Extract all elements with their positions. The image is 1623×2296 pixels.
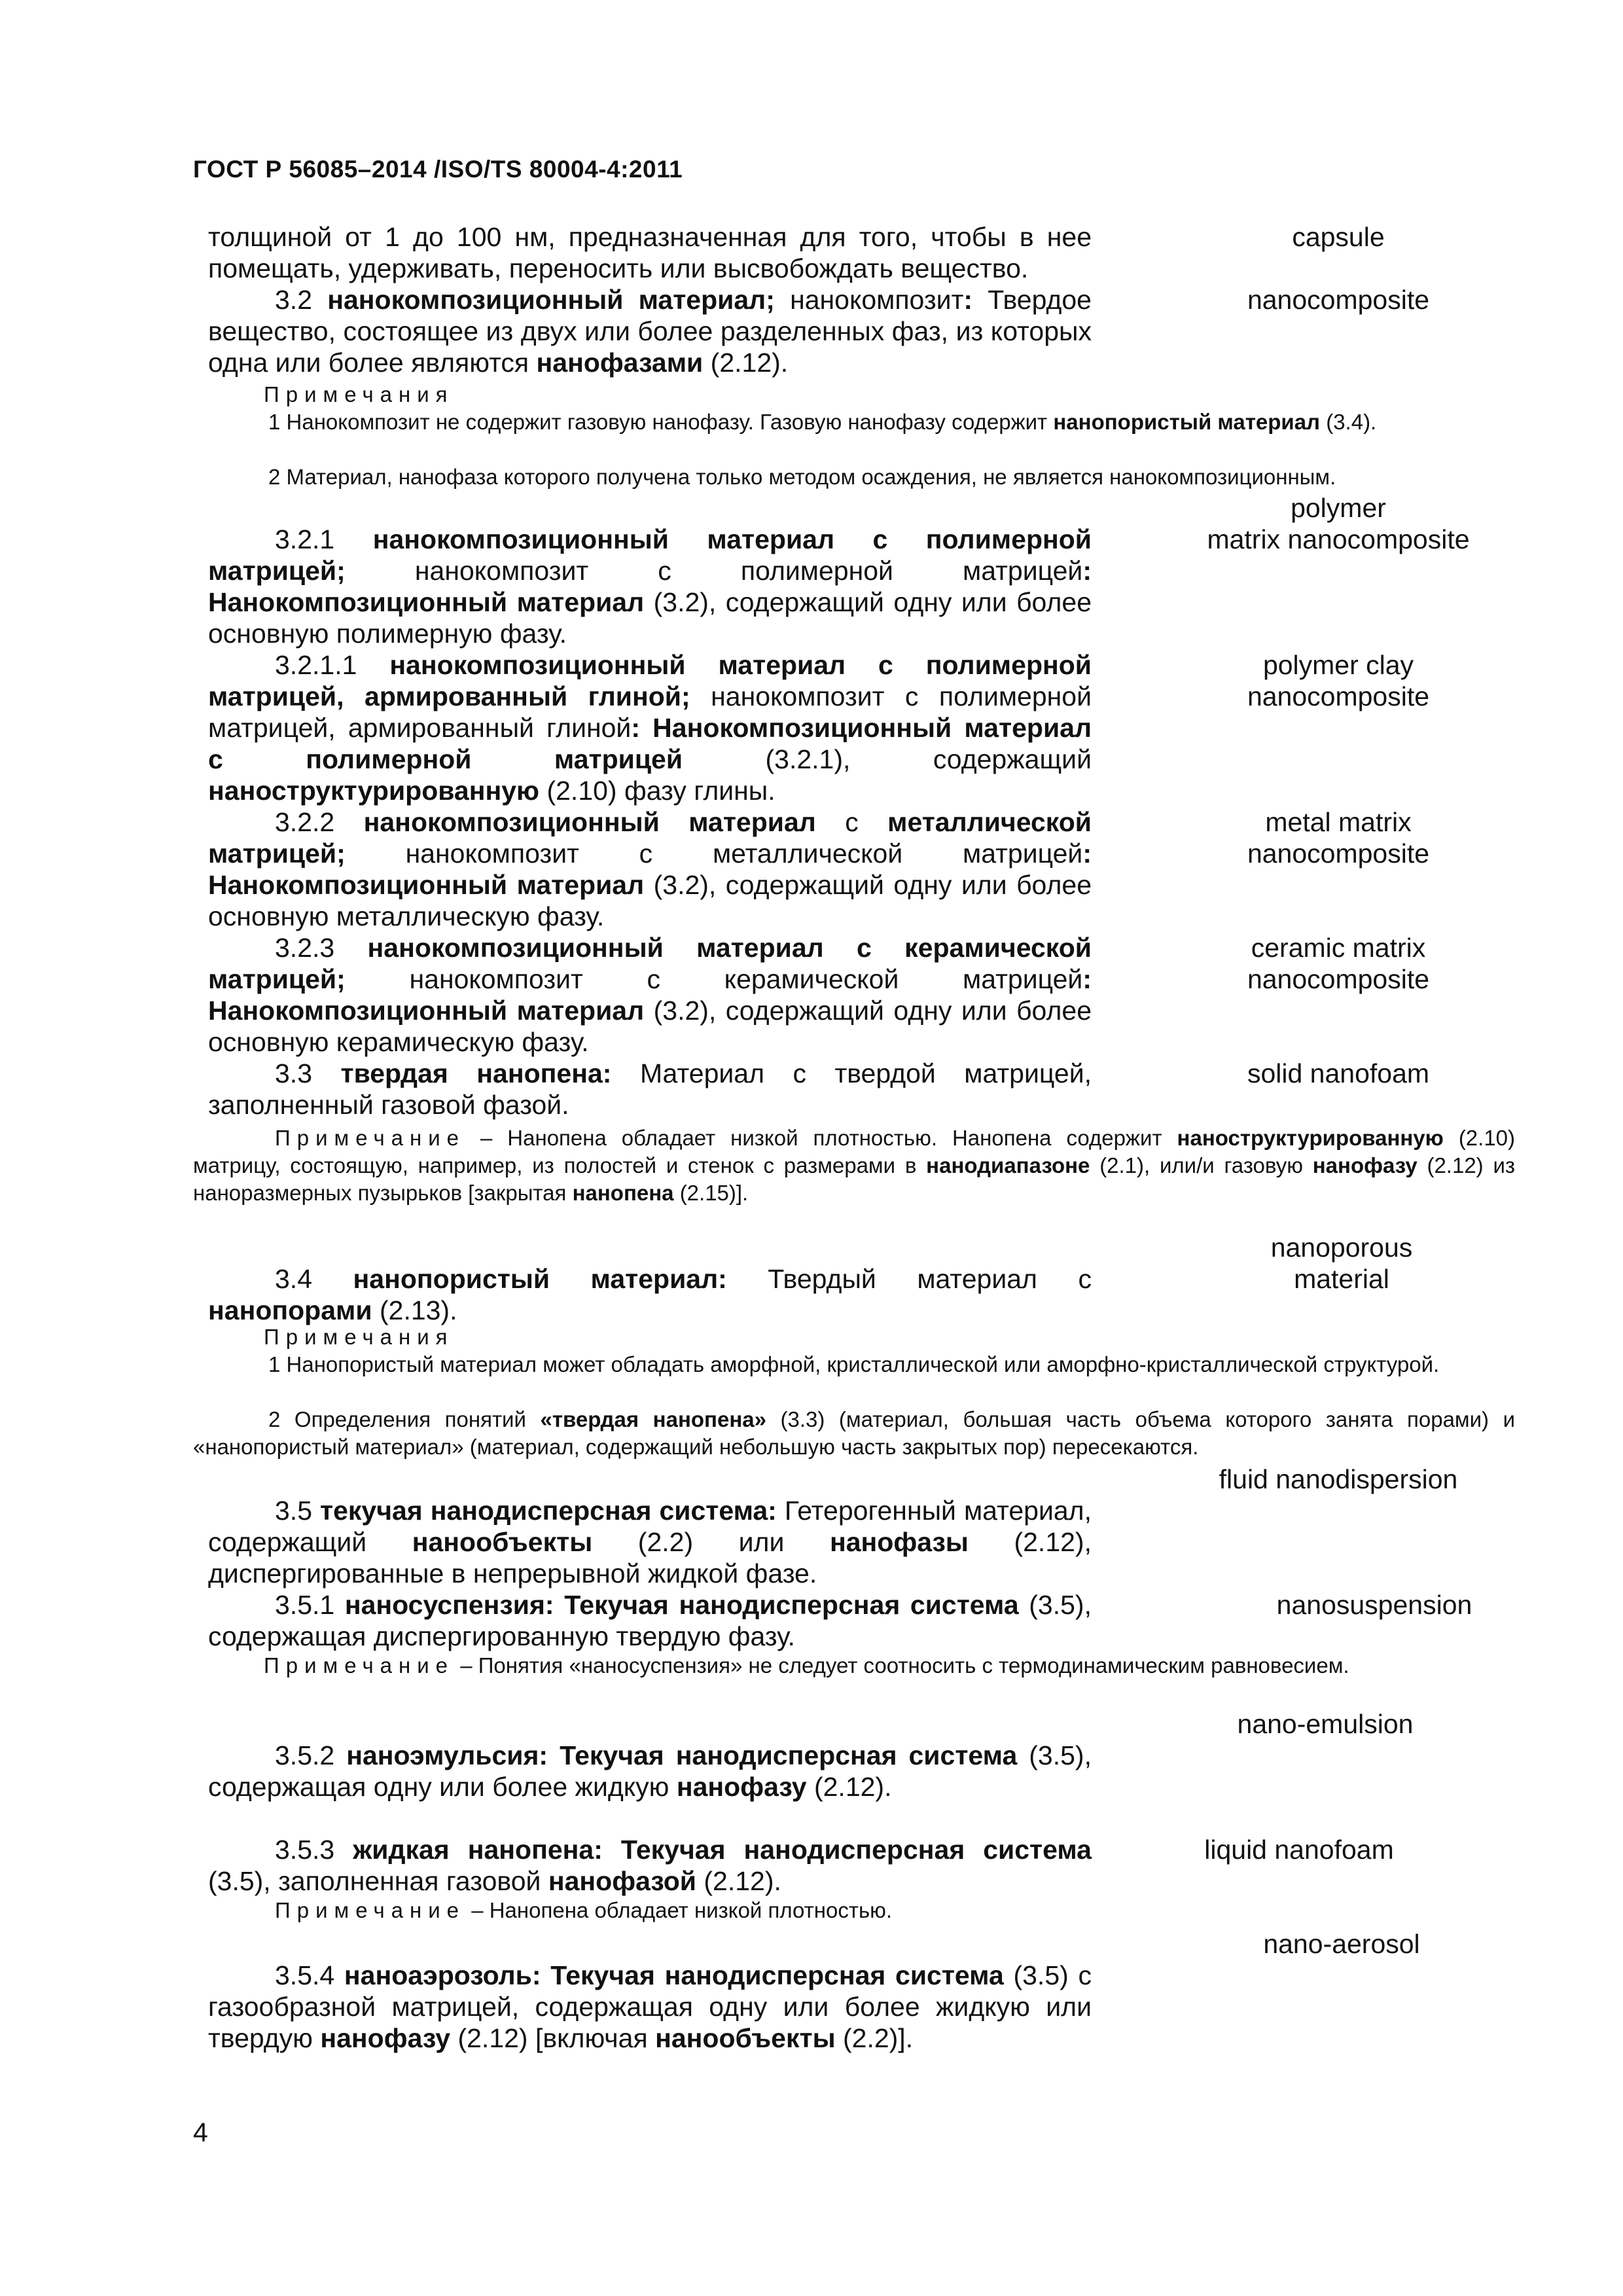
term-3-5: 3.5 текучая нанодисперсная система: Гетерогенный материал, содержащий нанообъекты (2.2) или нанофазы (2.12), диспергированные в непрерывной жидкой фазе. [208,1496,1092,1588]
term-3-2-1-1: 3.2.1.1 нанокомпозиционный материал с полимерной матрицей, армированный глиной; нанокомпозит с полимерной матрицей, армированный глиной: Нанокомпозиционный материал с полимерной матрицей (3.2.1), содержащий наноструктурированную (2.10) фазу глины. [208,650,1092,806]
term-3-5-1-en: nanosuspension [1276,1590,1472,1620]
term-3-5-3-en: liquid nanofoam [1204,1835,1394,1865]
term-3-4: 3.4 нанопористый материал: Твердый материал с нанопорами (2.13). [208,1264,1092,1325]
term-3-2: 3.2 нанокомпозиционный материал; нанокомпозит: Твердое вещество, состоящее из двух или более разделенных фаз, из которых одна или более являются нанофазами (2.12). [208,285,1092,378]
notes-3-4-head: Примечания [264,1325,454,1349]
term-3-5-4-en: nano-aerosol [1263,1929,1420,1959]
note-3-3: Примечание – Нанопена обладает низкой плотностью. Нанопена содержит наноструктурированную (2.10) матрицу, состоящую, например, из полостей и стенок с размерами в нанодиапазоне (2.1), или/и газовую нанофазу (2.12) из наноразмерных пузырьков [закрытая нанопена (2.15)]. [193,1126,1516,1205]
term-3-5-1: 3.5.1 наносуспензия: Текучая нанодисперсная система (3.5), содержащая диспергированную твердую фазу. [208,1590,1092,1651]
term-3-5-2: 3.5.2 наноэмульсия: Текучая нанодисперсная система (3.5), содержащая одну или более жидкую нанофазу (2.12). [208,1740,1092,1802]
note-3-2-2: 2 Материал, нанофаза которого получена только методом осаждения, не является нанокомпозиционным. [268,465,1336,489]
page-header: ГОСТ Р 56085–2014 /ISO/TS 80004-4:2011 [193,156,683,183]
note-3-2-1: 1 Нанокомпозит не содержит газовую нанофазу. Газовую нанофазу содержит нанопористый материал (3.4). [268,410,1377,434]
term-3-2-en: nanocomposite [1247,285,1430,315]
page-number: 4 [193,2117,208,2147]
term-3-3-en: solid nanofoam [1247,1058,1430,1088]
term-3-2-1-en-line2: matrix nanocomposite [1207,524,1470,554]
term-3-2-3: 3.2.3 нанокомпозиционный материал с керамической матрицей; нанокомпозит с керамической матрицей: Нанокомпозиционный материал (3.2), содержащий одну или более основную керамическую фазу. [208,933,1092,1057]
note-3-4-1: 1 Нанопористый материал может обладать аморфной, кристаллической или аморфно-кристаллической структурой. [268,1352,1440,1376]
capsule-definition: толщиной от 1 до 100 нм, предназначенная для того, чтобы в нее помещать, удерживать, переносить или высвобождать вещество. [208,222,1092,283]
note-3-5-1: Примечание – Понятия «наносуспензия» не следует соотносить с термодинамическим равновесием. [264,1653,1349,1677]
note-3-5-3: Примечание – Нанопена обладает низкой плотностью. [275,1898,893,1922]
term-3-5-4: 3.5.4 наноаэрозоль: Текучая нанодисперсная система (3.5) с газообразной матрицей, содержащая одну или более жидкую или твердую нанофазу (2.12) [включая нанообъекты (2.2)]. [208,1960,1092,2053]
term-3-2-2-en: metal matrix nanocomposite [1247,807,1430,869]
term-3-2-1-en-line1: polymer [1291,493,1386,523]
term-3-2-2: 3.2.2 нанокомпозиционный материал с металлической матрицей; нанокомпозит с металлической матрицей: Нанокомпозиционный материал (3.2), содержащий одну или более основную металлическую фазу. [208,807,1092,931]
term-3-2-1-1-en: polymer clay nanocomposite [1247,650,1430,711]
notes-3-2-head: Примечания [264,382,454,406]
capsule-en-term: capsule [1292,222,1385,252]
term-3-4-en: nanoporous material [1270,1232,1413,1294]
term-3-2-3-en: ceramic matrix nanocomposite [1247,933,1430,994]
term-3-3: 3.3 твердая нанопена: Материал с твердой матрицей, заполненный газовой фазой. [208,1058,1092,1120]
term-3-5-en: fluid nanodispersion [1219,1464,1458,1494]
term-3-5-3: 3.5.3 жидкая нанопена: Текучая нанодисперсная система (3.5), заполненная газовой нанофазой (2.12). [208,1835,1092,1896]
term-3-5-2-en: nano-emulsion [1237,1709,1414,1739]
note-3-4-2: 2 Определения понятий «твердая нанопена» (3.3) (материал, большая часть объема которого занята порами) и «нанопористый материал» (материал, содержащий небольшую часть закрытых пор) пересекаются. [193,1407,1516,1459]
term-3-2-1: 3.2.1 нанокомпозиционный материал с полимерной матрицей; нанокомпозит с полимерной матрицей: Нанокомпозиционный материал (3.2), содержащий одну или более основную полимерную фазу. [208,524,1092,649]
